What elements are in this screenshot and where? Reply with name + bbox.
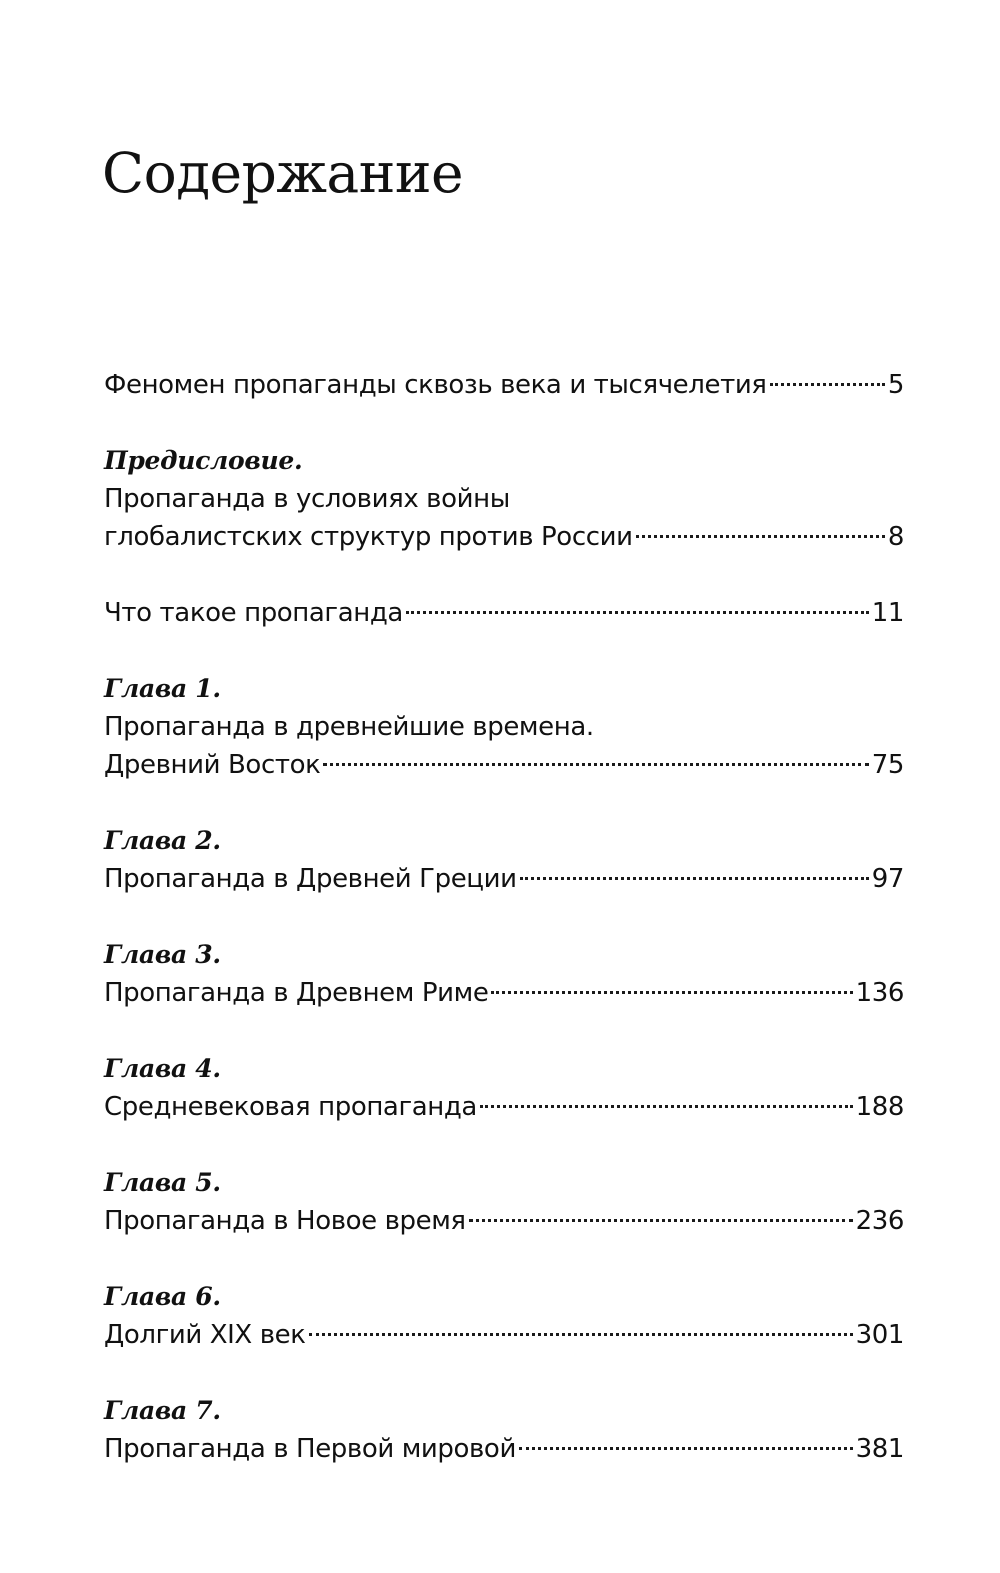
dot-leader [491, 991, 852, 994]
toc-entry-label: Глава 4. [104, 1054, 221, 1083]
toc-entry-label: Глава 5. [104, 1168, 221, 1197]
table-of-contents [104, 366, 904, 1468]
toc-page-number: 8 [887, 522, 904, 552]
toc-entry-title: Древний Восток [104, 750, 321, 780]
dot-leader [309, 1333, 853, 1336]
toc-entry-title: Что такое пропаганда [104, 598, 403, 628]
toc-entry-label: Предисловие. [104, 446, 303, 475]
toc-entry-title: Долгий XIX век [104, 1320, 306, 1350]
toc-entry-label: Глава 3. [104, 940, 221, 969]
toc-row [104, 366, 904, 404]
toc-entry-chapter-4[interactable] [104, 1050, 904, 1126]
toc-row [104, 746, 904, 784]
toc-row [104, 1202, 904, 1240]
toc-entry-phenomenon[interactable] [104, 366, 904, 404]
toc-row [104, 1088, 904, 1126]
toc-row [104, 1316, 904, 1354]
toc-page-number: 5 [887, 370, 904, 400]
toc-entry-title: Пропаганда в Первой мировой [104, 1434, 516, 1464]
toc-page-number: 136 [855, 978, 904, 1008]
toc-entry-title: Пропаганда в Новое время [104, 1206, 466, 1236]
toc-page-number: 97 [871, 864, 904, 894]
dot-leader [520, 877, 869, 880]
toc-entry-chapter-5[interactable] [104, 1164, 904, 1240]
toc-entry-title: Феномен пропаганды сквозь века и тысячелетия [104, 370, 767, 400]
toc-entry-line: Пропаганда в условиях войны [104, 484, 510, 514]
toc-entry-chapter-1[interactable] [104, 670, 904, 784]
toc-entry-chapter-6[interactable] [104, 1278, 904, 1354]
toc-entry-line: Пропаганда в древнейшие времена. [104, 712, 594, 742]
dot-leader [323, 763, 868, 766]
dot-leader [636, 535, 885, 538]
toc-page-number: 188 [855, 1092, 904, 1122]
toc-entry-label: Глава 1. [104, 674, 221, 703]
toc-entry-preface[interactable] [104, 442, 904, 556]
toc-page-number: 381 [855, 1434, 904, 1464]
toc-entry-title: Пропаганда в Древней Греции [104, 864, 517, 894]
dot-leader [770, 383, 885, 386]
toc-entry-title: Средневековая пропаганда [104, 1092, 477, 1122]
toc-entry-label: Глава 7. [104, 1396, 221, 1425]
toc-row [104, 1430, 904, 1468]
dot-leader [469, 1219, 853, 1222]
toc-entry-title: Пропаганда в Древнем Риме [104, 978, 489, 1008]
toc-row [104, 594, 904, 632]
toc-row [104, 974, 904, 1012]
toc-page-number: 75 [871, 750, 904, 780]
toc-page-number: 236 [855, 1206, 904, 1236]
toc-row [104, 860, 904, 898]
dot-leader [519, 1447, 853, 1450]
toc-page-number: 11 [871, 598, 904, 628]
toc-entry-chapter-2[interactable] [104, 822, 904, 898]
toc-entry-chapter-3[interactable] [104, 936, 904, 1012]
toc-row [104, 518, 904, 556]
toc-page-number: 301 [855, 1320, 904, 1350]
toc-entry-label: Глава 6. [104, 1282, 221, 1311]
page-title: Содержание [102, 141, 464, 205]
toc-entry-what-is-propaganda[interactable] [104, 594, 904, 632]
toc-entry-label: Глава 2. [104, 826, 221, 855]
dot-leader [480, 1105, 853, 1108]
toc-entry-chapter-7[interactable] [104, 1392, 904, 1468]
dot-leader [406, 611, 869, 614]
toc-entry-title: глобалистских структур против России [104, 522, 633, 552]
